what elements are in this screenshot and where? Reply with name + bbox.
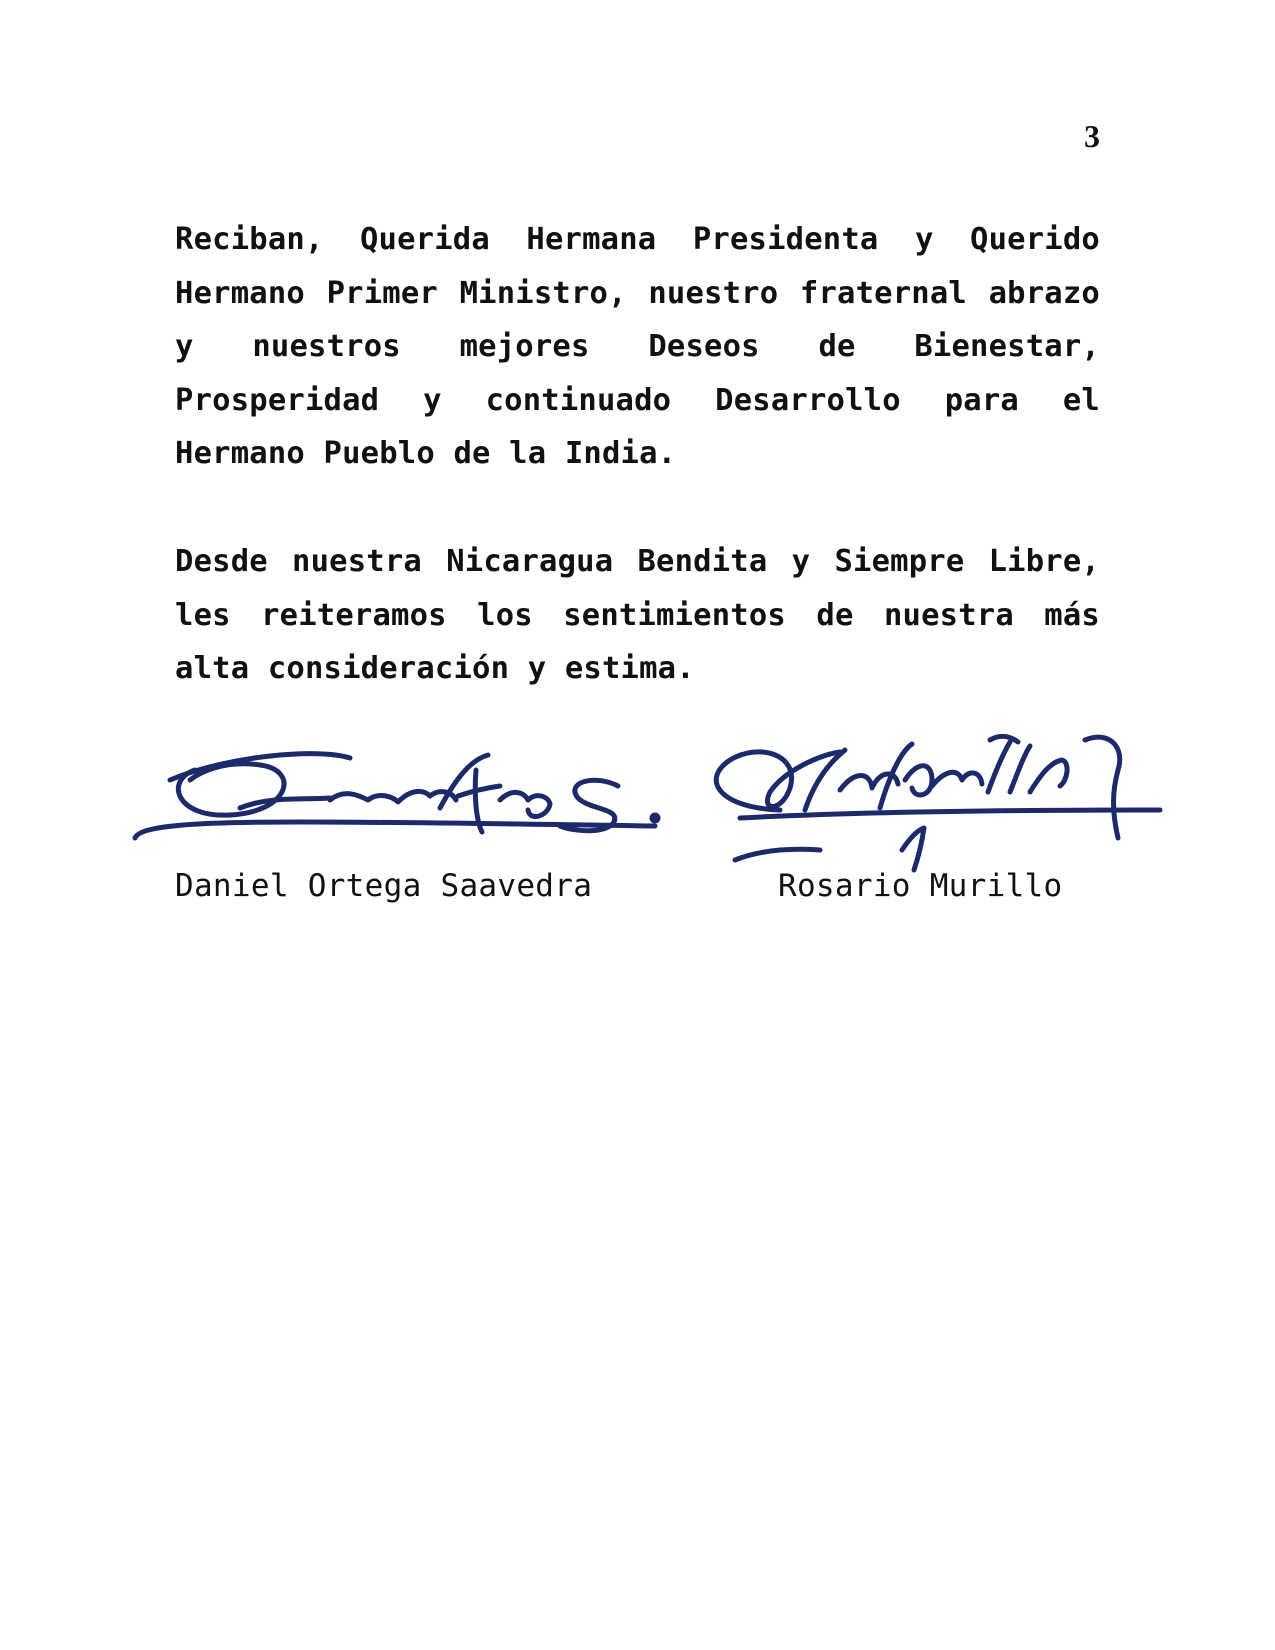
signature-block <box>0 700 1275 920</box>
signer-name-murillo: Rosario Murillo <box>778 868 1063 904</box>
body-paragraph-closing: Desde nuestra Nicaragua Bendita y Siempre Libre, les reiteramos los sentimientos de nuestra más alta consideración y estima. <box>175 544 1100 686</box>
signature-ortega <box>135 754 658 838</box>
body-paragraph-greeting: Reciban, Querida Hermana Presidenta y Querido Hermano Primer Ministro, nuestro fraternal abrazo y nuestros mejores Deseos de Bienestar, Prosperidad y continuado Desarrollo para el Hermano Pueblo de la India. <box>175 222 1100 471</box>
signature-murillo <box>716 736 1160 870</box>
signer-name-ortega: Daniel Ortega Saavedra <box>175 868 593 904</box>
page-number: 3 <box>1084 118 1100 154</box>
